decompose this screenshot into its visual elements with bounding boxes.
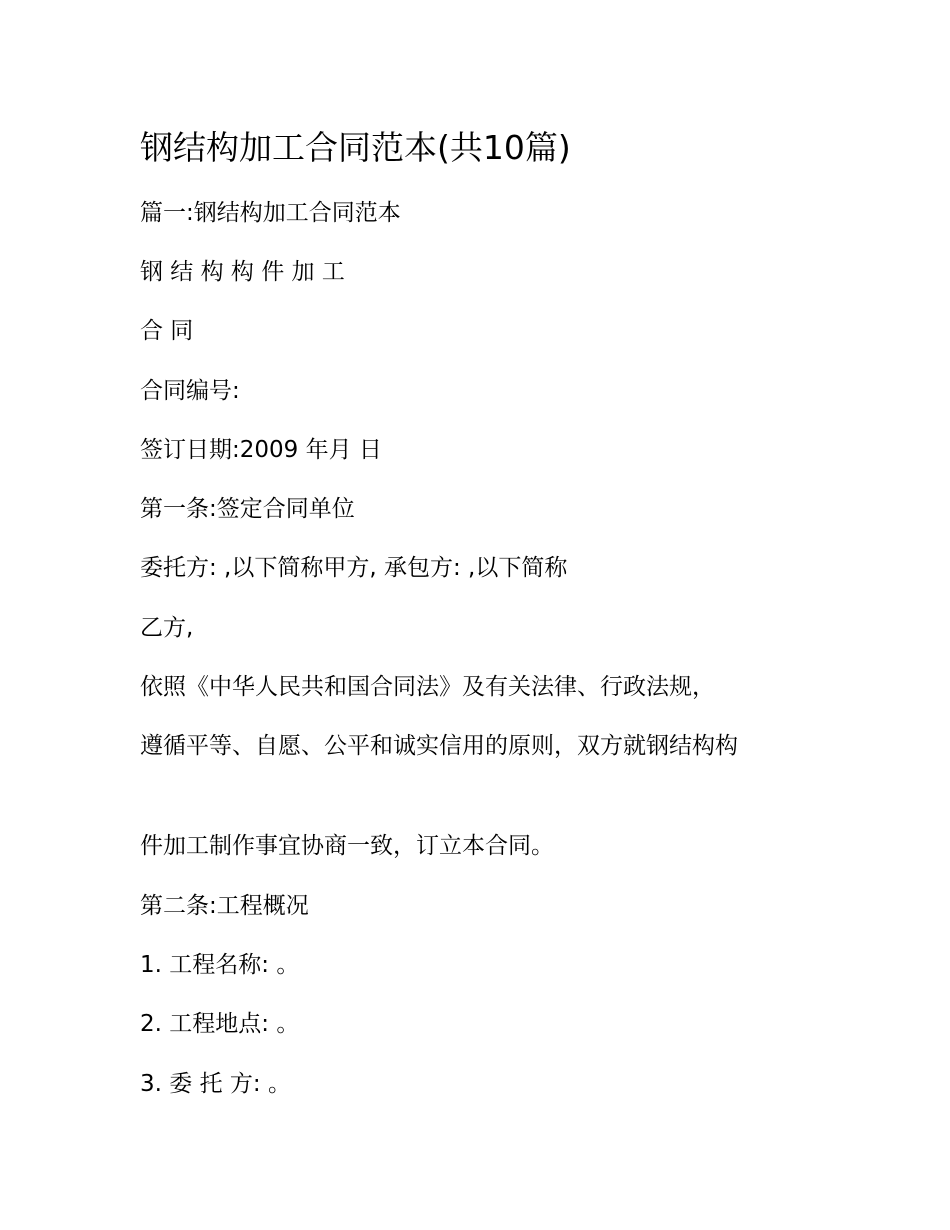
- parties-line-2: 乙方,: [140, 615, 194, 641]
- contract-title-line-2: 合 同: [140, 318, 194, 344]
- article-1-heading: 第一条:签定合同单位: [140, 496, 355, 522]
- signing-date: 签订日期:2009 年月 日: [140, 437, 382, 463]
- parties-line-1: 委托方: ,以下简称甲方, 承包方: ,以下简称: [140, 555, 568, 581]
- section-heading: 篇一:钢结构加工合同范本: [140, 200, 401, 226]
- article-2-heading: 第二条:工程概况: [140, 893, 309, 919]
- basis-line-3: 件加工制作事宜协商一致，订立本合同。: [140, 833, 554, 859]
- contract-title-line-1: 钢 结 构 构 件 加 工: [140, 259, 345, 285]
- basis-line-1: 依照《中华人民共和国合同法》及有关法律、行政法规，: [140, 674, 715, 700]
- contract-number: 合同编号:: [140, 378, 240, 404]
- project-item-2: 2. 工程地点: 。: [140, 1011, 300, 1037]
- project-item-3: 3. 委 托 方: 。: [140, 1071, 291, 1097]
- project-item-1: 1. 工程名称: 。: [140, 952, 300, 978]
- basis-line-2: 遵循平等、自愿、公平和诚实信用的原则，双方就钢结构构: [140, 733, 738, 759]
- document-title: 钢结构加工合同范本(共10篇): [140, 128, 571, 167]
